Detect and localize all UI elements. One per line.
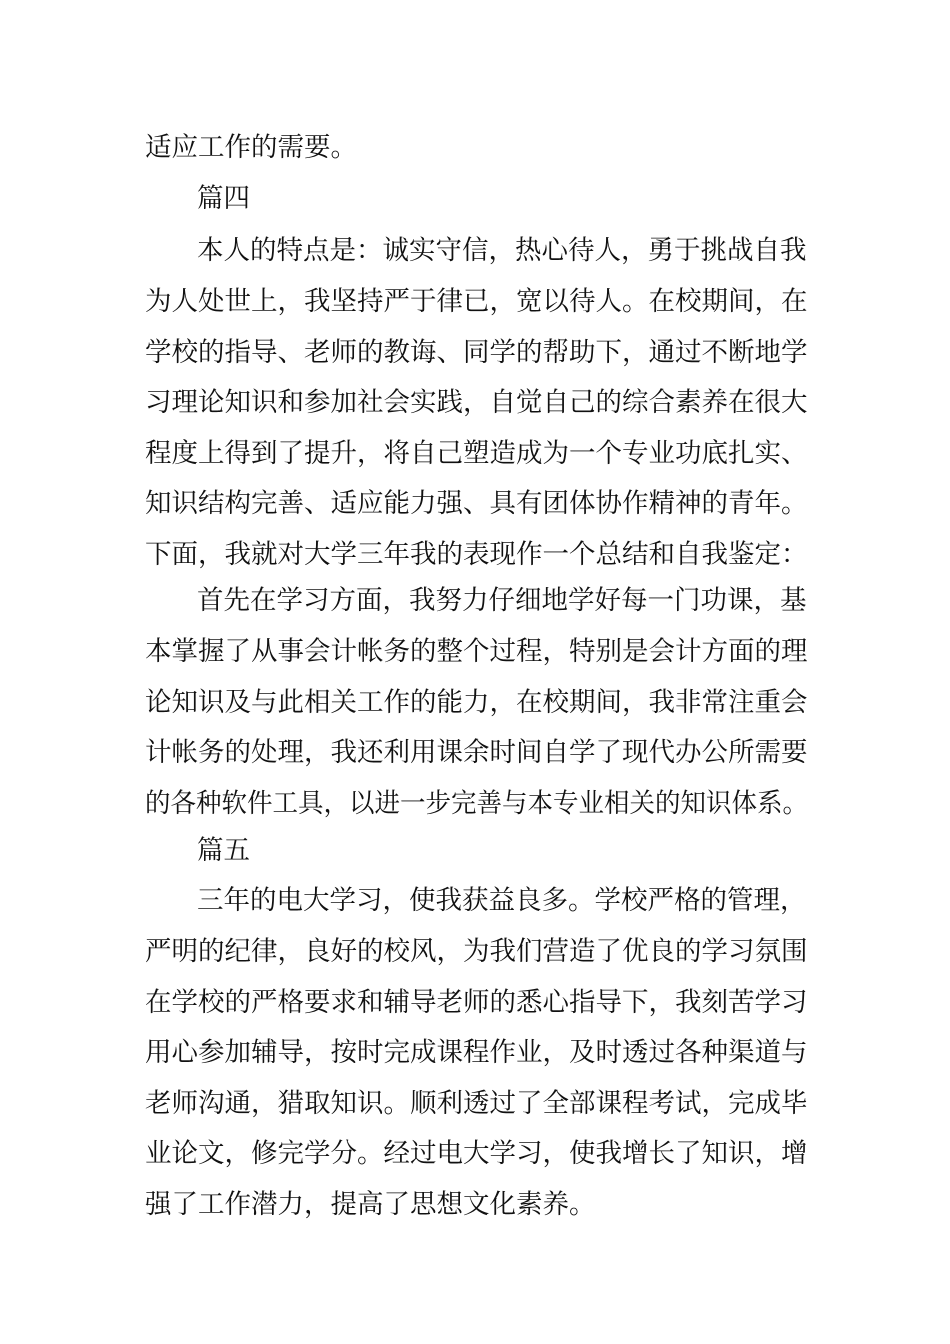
text-line: 适应工作的需要。 [145, 132, 357, 163]
text-line: 本掌握了从事会计帐务的整个过程，特别是会计方面的理 [145, 636, 808, 667]
text-line: 计帐务的处理，我还利用课余时间自学了现代办公所需要 [145, 737, 808, 768]
section-heading: 篇四 [197, 183, 250, 214]
text-line: 论知识及与此相关工作的能力，在校期间，我非常注重会 [145, 687, 808, 718]
text-line: 本人的特点是：诚实守信，热心待人，勇于挑战自我 [197, 235, 807, 266]
text-line: 的各种软件工具，以进一步完善与本专业相关的知识体系。 [145, 788, 809, 819]
text-line: 业论文，修完学分。经过电大学习，使我增长了知识，增 [145, 1138, 808, 1169]
text-line: 为人处世上，我坚持严于律已，宽以待人。在校期间，在 [145, 286, 808, 317]
text-line: 用心参加辅导，按时完成课程作业，及时透过各种渠道与 [145, 1037, 808, 1068]
text-line: 程度上得到了提升，将自己塑造成为一个专业功底扎实、 [145, 438, 808, 469]
text-line: 知识结构完善、适应能力强、具有团体协作精神的青年。 [145, 488, 808, 519]
text-line: 首先在学习方面，我努力仔细地学好每一门功课，基 [197, 585, 807, 616]
text-line: 三年的电大学习，使我获益良多。学校严格的管理， [197, 885, 807, 916]
text-line: 学校的指导、老师的教诲、同学的帮助下，通过不断地学 [145, 337, 808, 368]
text-line: 强了工作潜力，提高了思想文化素养。 [145, 1189, 596, 1220]
text-line: 严明的纪律，良好的校风，为我们营造了优良的学习氛围 [145, 936, 808, 967]
text-line: 在学校的严格要求和辅导老师的悉心指导下，我刻苦学习 [145, 987, 808, 1018]
text-line: 习理论知识和参加社会实践，自觉自己的综合素养在很大 [145, 387, 808, 418]
text-line: 下面，我就对大学三年我的表现作一个总结和自我鉴定： [145, 539, 808, 570]
text-line: 老师沟通，猎取知识。顺利透过了全部课程考试，完成毕 [145, 1088, 808, 1119]
section-heading: 篇五 [197, 835, 250, 866]
